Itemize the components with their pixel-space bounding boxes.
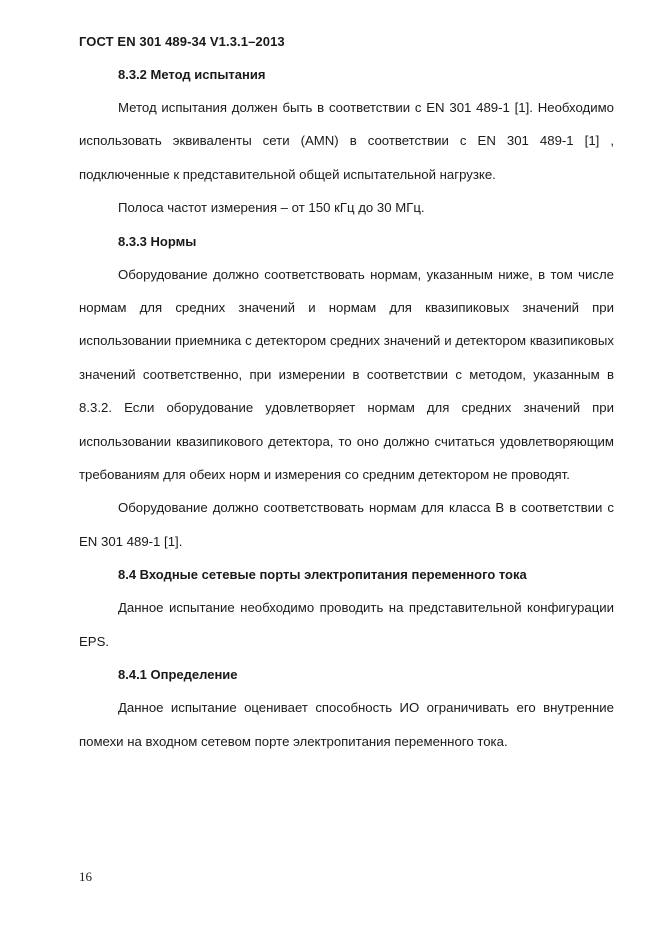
- document-body: [79, 58, 614, 758]
- paragraph-definition: Данное испытание оценивает способность ИО ограничивать его внутренние помехи на входном сетевом порте электропитания переменного тока.: [79, 700, 614, 749]
- paragraph-frequency-range: Полоса частот измерения – от 150 кГц до 30 МГц.: [118, 200, 425, 216]
- document-header: ГОСТ EN 301 489-34 V1.3.1–2013: [79, 34, 285, 49]
- page-number: 16: [79, 869, 92, 884]
- section-heading-8-4-1: 8.4.1 Определение: [118, 667, 238, 683]
- paragraph-class-b: Оборудование должно соответствовать нормам для класса B в соответствии с EN 301 489-1 [1].: [79, 500, 614, 549]
- section-heading-8-4: 8.4 Входные сетевые порты электропитания переменного тока: [118, 567, 527, 583]
- section-heading-8-3-2: 8.3.2 Метод испытания: [118, 67, 266, 82]
- paragraph-test-method: Метод испытания должен быть в соответствии с EN 301 489-1 [1]. Необходимо использовать эквиваленты сети (AMN) в соответствии с EN 301 489-1 [1] , подключенные к представительной общей испытательной нагрузке.: [79, 100, 614, 182]
- paragraph-eps-configuration: Данное испытание необходимо проводить на представительной конфигурации EPS.: [79, 600, 614, 649]
- section-heading-8-3-3: 8.3.3 Нормы: [118, 233, 197, 249]
- paragraph-limits: Оборудование должно соответствовать нормам, указанным ниже, в том числе нормам для средних значений и нормам для квазипиковых значений при использовании приемника с детектором средних значений и детектором квазипиковых значений соответственно, при измерении в соответствии с методом, указанным в 8.3.2. Если оборудование удовлетворяет нормам для средних значений при использовании квазипикового детектора, то оно должно считаться удовлетворяющим требованиям для обеих норм и измерения со средним детектором не проводят.: [79, 266, 614, 483]
